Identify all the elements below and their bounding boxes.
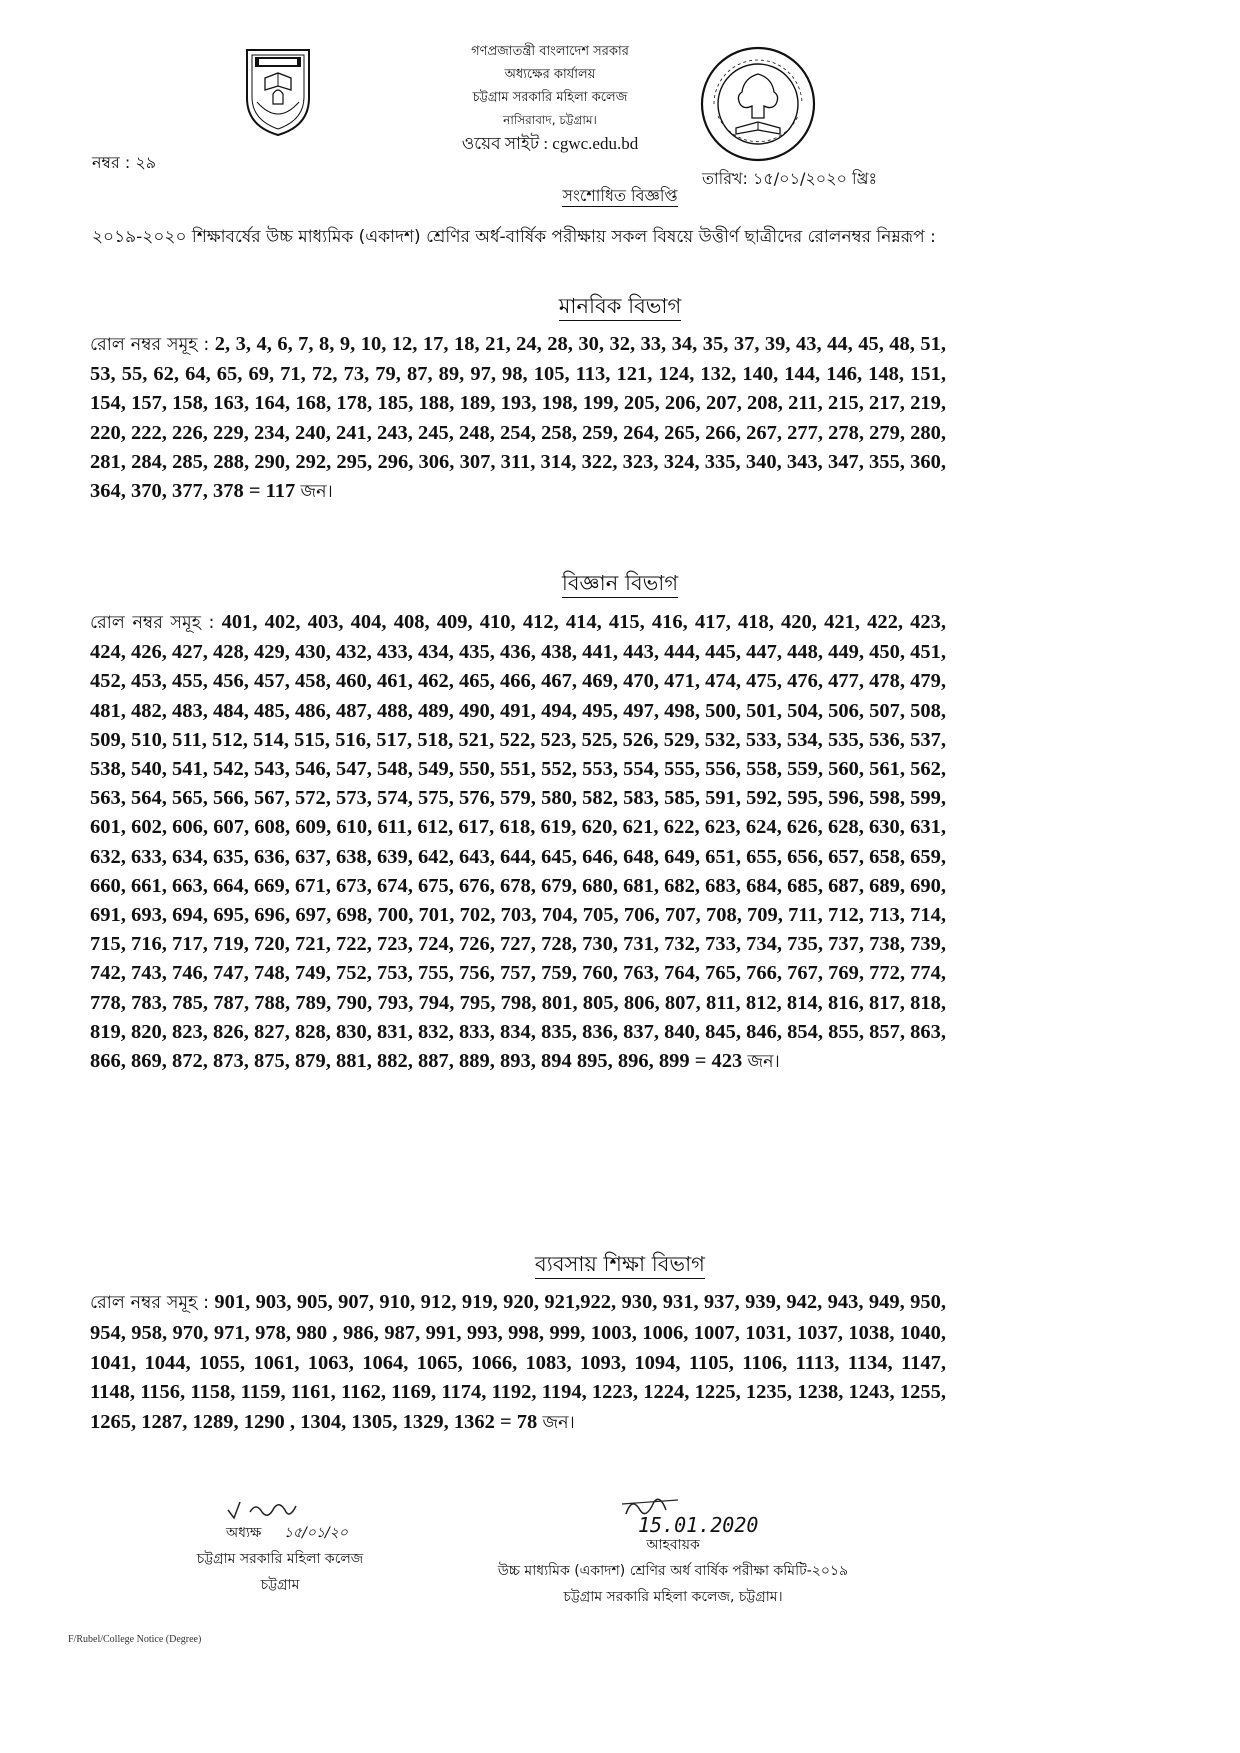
address-line: নাসিরাবাদ, চট্টগ্রাম।: [503, 113, 597, 127]
principal-college: চট্টগ্রাম সরকারি মহিলা কলেজ: [196, 1551, 364, 1567]
roll-label: রোল নম্বর সমূহ :: [90, 335, 210, 355]
reference-number: নম্বর : ২৯: [92, 153, 157, 172]
principal-role-line: [140, 1520, 420, 1546]
convener-committee: উচ্চ মাধ্যমিক (একাদশ) শ্রেণির অর্ধ বার্ষিক পরীক্ষা কমিটি-২০১৯: [497, 1563, 849, 1579]
govt-line: গণপ্রজাতন্ত্রী বাংলাদেশ সরকার: [471, 44, 629, 59]
science-heading: বিজ্ঞান বিভাগ: [562, 571, 678, 598]
roll-unit: জন।: [747, 1052, 780, 1073]
section-heading-humanities: [0, 290, 1240, 325]
office-header: [380, 40, 720, 155]
notice-title-text: সংশোধিত বিজ্ঞপ্তি: [562, 186, 678, 205]
principal-role: অধ্যক্ষ: [226, 1525, 262, 1541]
roll-list-science: [90, 608, 946, 1077]
principal-handwritten-date: ১৫/০১/২০: [283, 1525, 348, 1541]
roll-numbers: 901, 903, 905, 907, 910, 912, 919, 920, 921,922, 930, 931, 937, 939, 942, 943, 949, 950, 954, 958, 970, 971, 978, 980 , 986, 987, 991, 993, 998, 999, 1003, 1006, 1007, 1031, 1037, 1038, 1040, 1041, 1044, 1055, 1061, 1063, 1064, 1065, 1066, 1083, 1093, 1094, 1105, 1106, 1113, 1134, 1147, 1148, 1156, 1158, 1159, 1161, 1162, 1169, 1174, 1192, 1194, 1223, 1224, 1225, 1235, 1238, 1243, 1255, 1265, 1287, 1289, 1290 , 1304, 1305, 1329, 1362: [90, 1291, 947, 1434]
section-heading-business: [0, 1248, 1240, 1283]
roll-label: রোল নম্বর সমূহ :: [90, 1293, 210, 1313]
roll-numbers: 401, 402, 403, 404, 408, 409, 410, 412, 414, 415, 416, 417, 418, 420, 421, 422, 423, 424, 426, 427, 428, 429, 430, 432, 433, 434, 435, 436, 438, 441, 443, 444, 445, 447, 448, 449, 450, 451, 452, 453, 455, 456, 457, 458, 460, 461, 462, 465, 466, 467, 469, 470, 471, 474, 475, 476, 477, 478, 479, 481, 482, 483, 484, 485, 486, 487, 488, 489, 490, 491, 494, 495, 497, 498, 500, 501, 504, 506, 507, 508, 509, 510, 511, 512, 514, 515, 516, 517, 518, 521, 522, 523, 525, 526, 529, 532, 533, 534, 535, 536, 537, 538, 540, 541, 542, 543, 546, 547, 548, 549, 550, 551, 552, 553, 554, 555, 556, 558, 559, 560, 561, 562, 563, 564, 565, 566, 567, 572, 573, 574, 575, 576, 579, 580, 582, 583, 585, 591, 592, 595, 596, 598, 599, 601, 602, 606, 607, 608, 609, 610, 611, 612, 617, 618, 619, 620, 621, 622, 623, 624, 626, 628, 630, 631, 632, 633, 634, 635, 636, 637, 638, 639, 642, 643, 644, 645, 646, 648, 649, 651, 655, 656, 657, 658, 659, 660, 661, 663, 664, 669, 671, 673, 674, 675, 676, 678, 679, 680, 681, 682, 683, 684, 685, 687, 689, 690, 691, 693, 694, 695, 696, 697, 698, 700, 701, 702, 703, 704, 705, 706, 707, 708, 709, 711, 712, 713, 714, 715, 716, 717, 719, 720, 721, 722, 723, 724, 726, 727, 728, 730, 731, 732, 733, 734, 735, 737, 738, 739, 742, 743, 746, 747, 748, 749, 752, 753, 755, 756, 757, 759, 760, 763, 764, 765, 766, 767, 769, 772, 774, 778, 783, 785, 787, 788, 789, 790, 793, 794, 795, 798, 801, 805, 806, 807, 811, 812, 814, 816, 817, 818, 819, 820, 823, 826, 827, 828, 830, 831, 832, 833, 834, 835, 836, 837, 840, 845, 846, 854, 855, 857, 863, 866, 869, 872, 873, 875, 879, 881, 882, 887, 889, 893, 894 895, 896, 899: [90, 611, 947, 1073]
roll-total: = 423: [694, 1050, 743, 1073]
humanities-heading: মানবিক বিভাগ: [559, 294, 682, 321]
issue-date: তারিখ: ১৫/০১/২০২০ খ্রিঃ: [702, 169, 878, 188]
office-line: অধ্যক্ষের কার্যালয়: [504, 67, 596, 82]
roll-list-humanities: [90, 330, 946, 507]
roll-numbers: 2, 3, 4, 6, 7, 8, 9, 10, 12, 17, 18, 21, 24, 28, 30, 32, 33, 34, 35, 37, 39, 43, 44, 45, 48, 51, 53, 55, 62, 64, 65, 69, 71, 72, 73, 79, 87, 89, 97, 98, 105, 113, 121, 124, 132, 140, 144, 146, 148, 151, 154, 157, 158, 163, 164, 168, 178, 185, 188, 189, 193, 198, 199, 205, 206, 207, 208, 211, 215, 217, 219, 220, 222, 226, 229, 234, 240, 241, 243, 245, 248, 254, 258, 259, 264, 265, 266, 267, 277, 278, 279, 280, 281, 284, 285, 288, 290, 292, 295, 296, 306, 307, 311, 314, 322, 323, 324, 335, 340, 343, 347, 355, 360, 364, 370, 377, 378: [90, 333, 946, 503]
roll-label: রোল নম্বর সমূহ :: [90, 613, 215, 633]
notice-title: [0, 183, 1240, 210]
convener-signature-block: [448, 1513, 898, 1610]
convener-role: আহবায়ক: [646, 1537, 700, 1553]
section-heading-science: [0, 567, 1240, 602]
notice-intro: ২০১৯-২০২০ শিক্ষাবর্ষের উচ্চ মাধ্যমিক (একাদশ) শ্রেণির অর্ধ-বার্ষিক পরীক্ষায় সকল বিষয়ে উত্তীর্ণ ছাত্রীদের রোলনম্বর নিম্নরূপ :: [92, 227, 936, 247]
convener-handwritten-date: 15.01.2020: [638, 1513, 759, 1537]
roll-unit: জন।: [542, 1413, 575, 1434]
roll-total: = 78: [500, 1411, 538, 1434]
roll-total: = 117: [248, 480, 296, 503]
college-emblem-icon: [243, 46, 313, 138]
website-line: ওয়েব সাইট : cgwc.edu.bd: [461, 134, 639, 153]
roll-unit: জন।: [300, 482, 333, 503]
principal-signature-block: [140, 1492, 420, 1598]
convener-college: চট্টগ্রাম সরকারি মহিলা কলেজ, চট্টগ্রাম।: [563, 1589, 783, 1605]
round-seal-icon: [698, 44, 818, 164]
file-path-footer: F/Rubel/College Notice (Degree): [68, 1634, 202, 1645]
business-heading: ব্যবসায় শিক্ষা বিভাগ: [535, 1252, 705, 1279]
roll-list-business: [90, 1288, 946, 1439]
college-name: চট্টগ্রাম সরকারি মহিলা কলেজ: [472, 90, 628, 105]
principal-city: চট্টগ্রাম: [260, 1577, 300, 1593]
